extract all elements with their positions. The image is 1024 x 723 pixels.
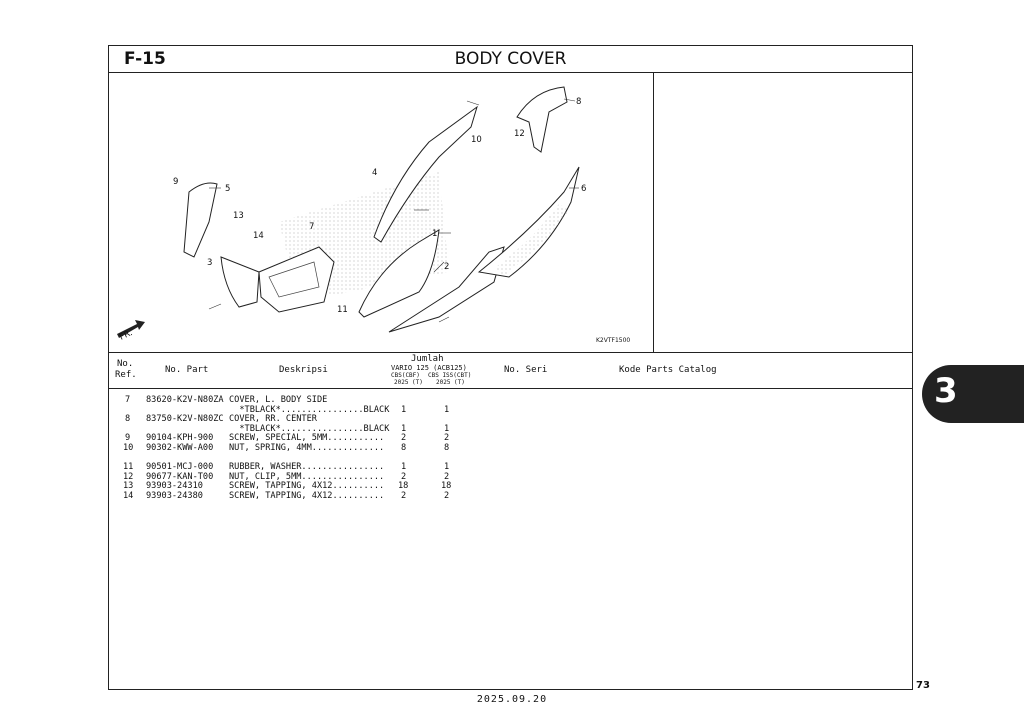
table-header bbox=[109, 352, 912, 389]
table-row: *TBLACK*................BLACK 1 1 bbox=[229, 404, 450, 415]
col-model: VARIO 125 (ACB125) bbox=[391, 364, 467, 372]
table-row: 7 83620-K2V-N80ZA COVER, L. BODY SIDE bbox=[125, 395, 328, 405]
diagram-image-code: K2VTF1500 bbox=[596, 337, 631, 344]
callout-9: 9 bbox=[173, 177, 179, 187]
col-description: Deskripsi bbox=[279, 365, 328, 375]
col-ref-line1: No. bbox=[117, 359, 134, 369]
part-8-shape bbox=[517, 87, 567, 152]
col-qty: Jumlah bbox=[411, 354, 444, 364]
parts-table bbox=[109, 396, 912, 502]
callout-11: 11 bbox=[337, 305, 348, 315]
section-code: F-15 bbox=[124, 49, 166, 69]
catalog-frame bbox=[108, 45, 913, 690]
footer-date: 2025.09.20 bbox=[476, 694, 548, 705]
table-row: 13 93903-24310 SCREW, TAPPING, 4X12.......... 18 18 bbox=[123, 481, 452, 492]
part-6-shape bbox=[479, 167, 579, 277]
col-part-no: No. Part bbox=[165, 365, 209, 375]
page-title: BODY COVER bbox=[454, 49, 567, 69]
diagram-drawing bbox=[109, 72, 653, 352]
callout-4: 4 bbox=[372, 168, 378, 178]
exploded-diagram bbox=[109, 72, 654, 352]
section-tab-number: 3 bbox=[934, 371, 958, 411]
callout-7: 7 bbox=[309, 222, 315, 232]
callout-8: 8 bbox=[576, 97, 582, 107]
col-variant-a-year: 2025 (T) bbox=[394, 379, 423, 386]
callout-6: 6 bbox=[581, 184, 587, 194]
table-row: 14 93903-24380 SCREW, TAPPING, 4X12.......... 2 2 bbox=[123, 490, 450, 501]
callout-10: 10 bbox=[471, 135, 482, 145]
front-label: FR. bbox=[118, 328, 135, 343]
table-row: *TBLACK*................BLACK 1 1 bbox=[229, 423, 450, 434]
callout-5: 5 bbox=[225, 184, 231, 194]
callout-12: 12 bbox=[514, 129, 525, 139]
table-row: 10 90302-KWW-A00 NUT, SPRING, 4MM.............. 8 8 bbox=[123, 442, 450, 453]
callout-1: 1 bbox=[432, 229, 438, 239]
part-3-shape bbox=[221, 257, 259, 307]
page-number: 73 bbox=[916, 680, 930, 691]
page-header bbox=[109, 46, 912, 73]
table-row: 11 90501-MCJ-000 RUBBER, WASHER................ 1 1 bbox=[123, 462, 450, 473]
callout-3: 3 bbox=[207, 258, 213, 268]
callout-2: 2 bbox=[444, 262, 450, 272]
col-variant-b-year: 2025 (T) bbox=[436, 379, 465, 386]
table-row: 8 83750-K2V-N80ZC COVER, RR. CENTER bbox=[125, 414, 317, 425]
section-tab bbox=[922, 365, 1024, 423]
table-row: 9 90104-KPH-900 SCREW, SPECIAL, 5MM........... 2 2 bbox=[125, 433, 450, 444]
col-catalog-code: Kode Parts Catalog bbox=[619, 365, 717, 375]
callout-14: 14 bbox=[253, 231, 264, 241]
col-ref-line2: Ref. bbox=[115, 370, 137, 380]
table-row: 12 90677-KAN-T00 NUT, CLIP, 5MM................ 2 2 bbox=[123, 471, 450, 482]
part-5-shape bbox=[184, 183, 217, 257]
col-serial: No. Seri bbox=[504, 365, 548, 375]
col-variant-a: CBS(CBF) bbox=[391, 372, 420, 379]
col-variant-b: CBS ISS(CBT) bbox=[428, 372, 472, 379]
callout-13: 13 bbox=[233, 211, 244, 221]
